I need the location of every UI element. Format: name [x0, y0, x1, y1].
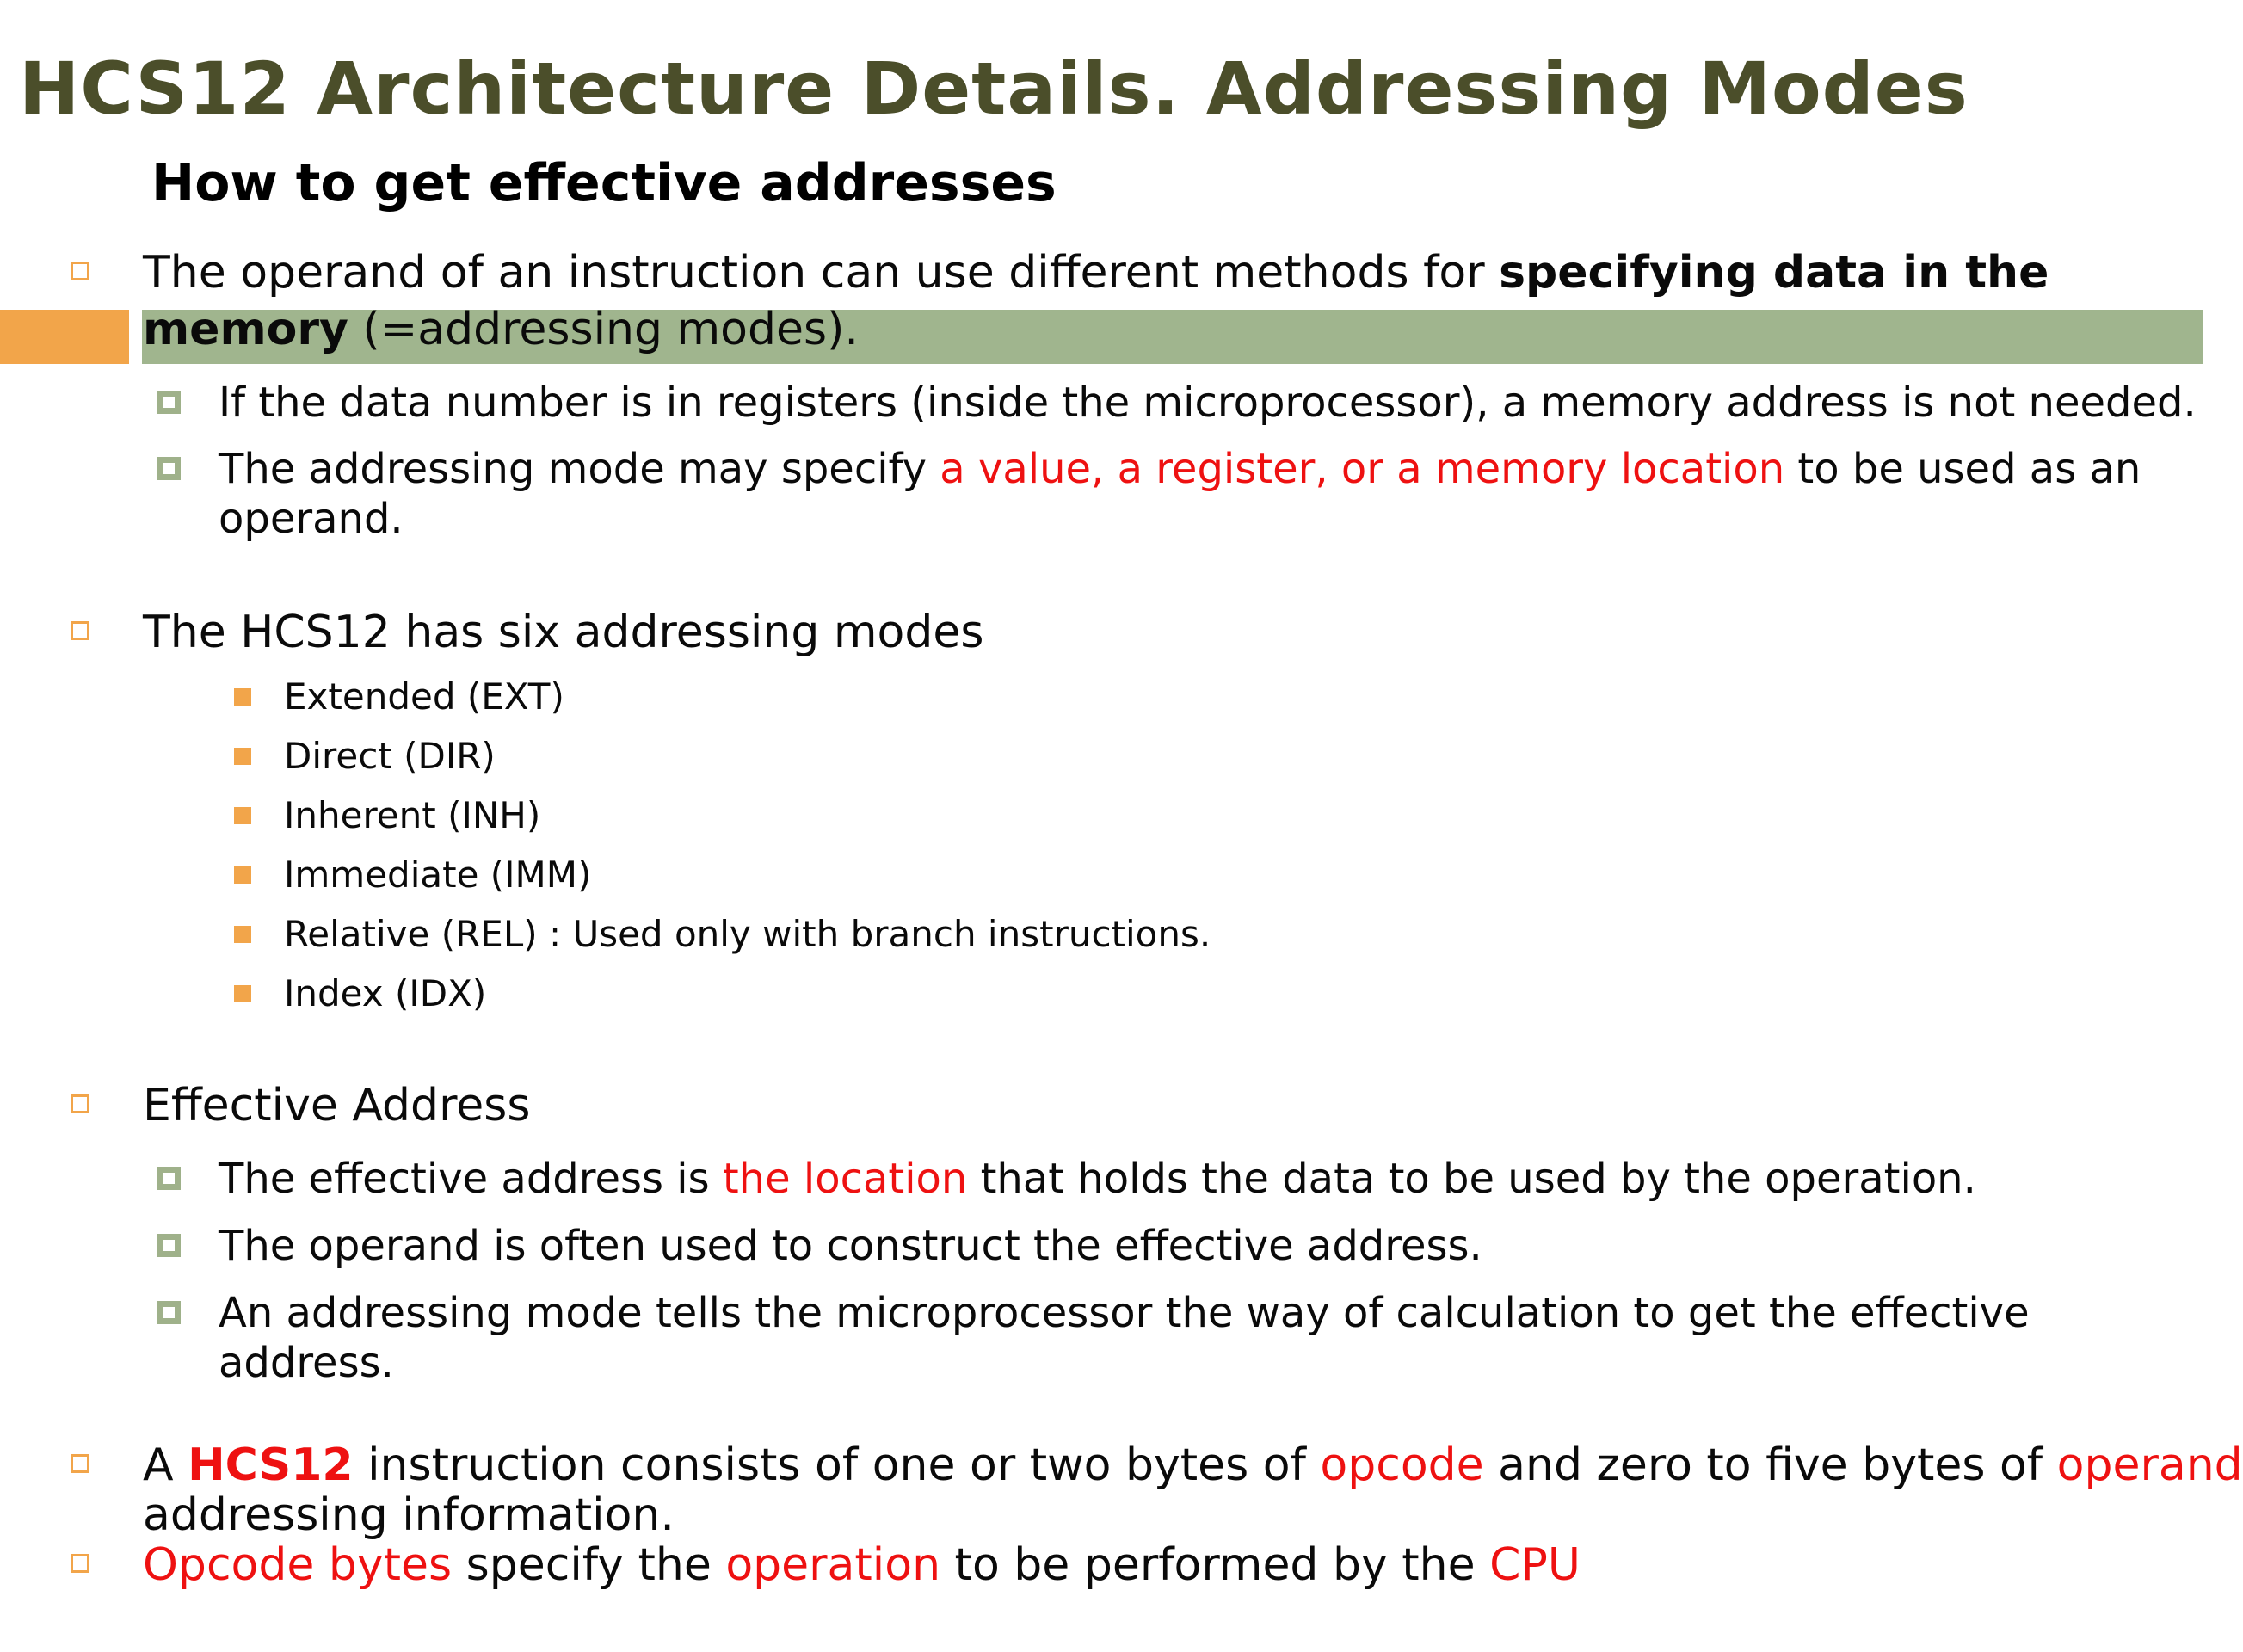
hollow-square-bullet-icon: [71, 1554, 89, 1573]
point3-heading: Effective Address: [143, 1080, 531, 1131]
filled-square-bullet-icon: [234, 926, 251, 943]
filled-square-bullet-icon: [234, 688, 251, 706]
point1-line1: The operand of an instruction can use different methods for specifying data in the: [143, 247, 2049, 299]
point4-line1: A HCS12 instruction consists of one or two bytes of opcode and zero to five bytes of operand: [143, 1439, 2243, 1491]
point1-sub2-line2: operand.: [219, 495, 404, 543]
point3-sub1: The effective address is the location that holds the data to be used by the operation.: [219, 1155, 1976, 1203]
mode-item: Direct (DIR): [284, 735, 496, 777]
point1-line2: memory (=addressing modes).: [143, 304, 859, 355]
mode-item: Index (IDX): [284, 972, 487, 1014]
hollow-square-bullet-icon: [71, 262, 89, 280]
framed-square-bullet-icon: [157, 1301, 181, 1324]
point3-sub3-line2: address.: [219, 1339, 394, 1387]
mode-item: Immediate (IMM): [284, 854, 592, 896]
mode-item: Extended (EXT): [284, 675, 564, 718]
point3-sub2: The operand is often used to construct the effective address.: [219, 1222, 1482, 1270]
framed-square-bullet-icon: [157, 1167, 181, 1190]
hollow-square-bullet-icon: [71, 1094, 89, 1113]
orange-accent-tab: [0, 310, 129, 364]
slide-title: HCS12 Architecture Details. Addressing Modes: [19, 46, 1969, 131]
filled-square-bullet-icon: [234, 985, 251, 1002]
point3-sub3-line1: An addressing mode tells the microprocessor the way of calculation to get the effective: [219, 1289, 2030, 1337]
slide-subtitle: How to get effective addresses: [151, 153, 1057, 213]
point2-heading: The HCS12 has six addressing modes: [143, 607, 984, 658]
filled-square-bullet-icon: [234, 807, 251, 824]
mode-item: Relative (REL) : Used only with branch instructions.: [284, 913, 1211, 955]
point1-sub1: If the data number is in registers (inside the microprocessor), a memory address is not needed.: [219, 379, 2197, 427]
hollow-square-bullet-icon: [71, 1454, 89, 1473]
framed-square-bullet-icon: [157, 1234, 181, 1257]
filled-square-bullet-icon: [234, 866, 251, 884]
point4-line2: addressing information.: [143, 1489, 675, 1541]
point1-sub2-line1: The addressing mode may specify a value, a register, or a memory location to be used as an: [219, 445, 2141, 493]
mode-item: Inherent (INH): [284, 794, 541, 836]
framed-square-bullet-icon: [157, 391, 181, 414]
filled-square-bullet-icon: [234, 748, 251, 765]
hollow-square-bullet-icon: [71, 621, 89, 640]
point5-line: Opcode bytes specify the operation to be performed by the CPU: [143, 1539, 1581, 1591]
framed-square-bullet-icon: [157, 457, 181, 480]
